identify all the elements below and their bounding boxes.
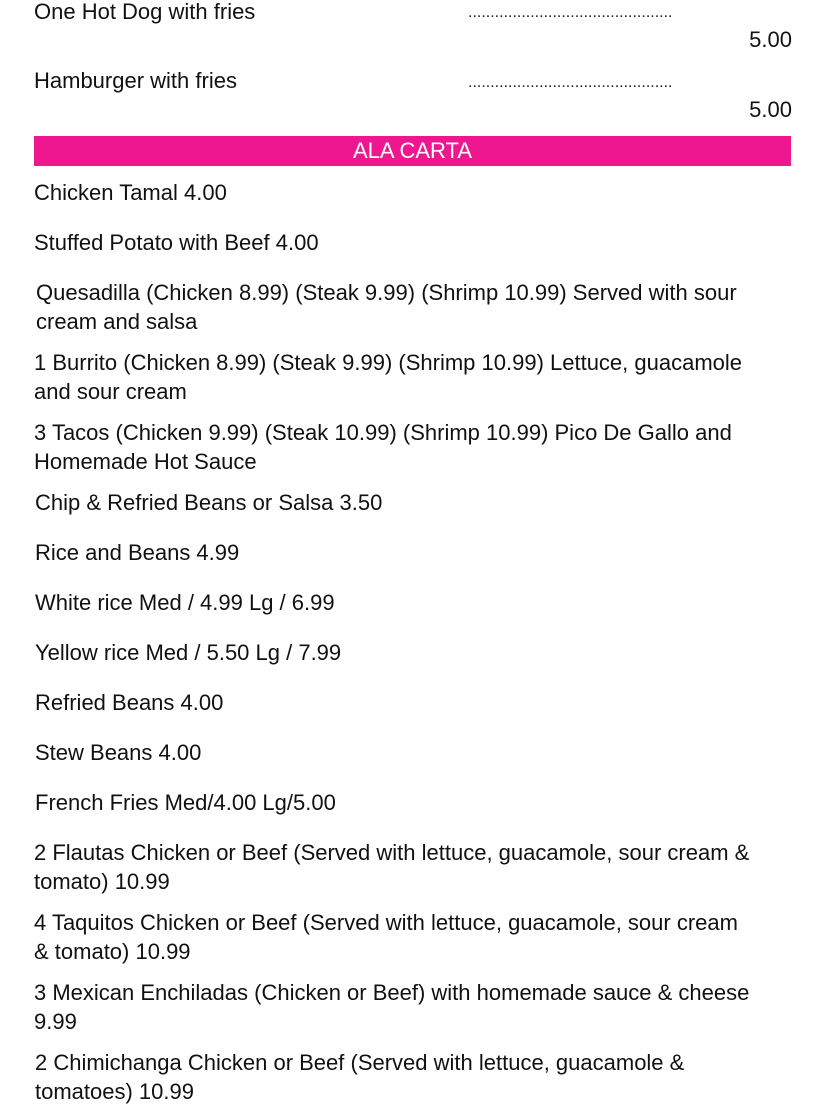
menu-item: Rice and Beans 4.99 <box>35 540 240 565</box>
menu-item: 2 Chimichanga Chicken or Beef (Served with lettuce, guacamole & tomatoes) 10.99 <box>35 1050 685 1104</box>
menu-item: Refried Beans 4.00 <box>35 690 224 715</box>
menu-item: Stew Beans 4.00 <box>35 740 202 765</box>
menu-item: 3 Tacos (Chicken 9.99) (Steak 10.99) (Shrimp 10.99) Pico De Gallo and Homemade Hot Sauce <box>34 420 732 474</box>
dot-leader: .............................................. <box>468 74 673 91</box>
menu-item-price: 5.00 <box>749 97 792 122</box>
menu-item: 1 Burrito (Chicken 8.99) (Steak 9.99) (Shrimp 10.99) Lettuce, guacamole and sour cream <box>34 350 743 404</box>
menu-item-price: 5.00 <box>749 27 792 52</box>
menu-item: 3 Mexican Enchiladas (Chicken or Beef) with homemade sauce & cheese 9.99 <box>34 980 750 1034</box>
menu-item-name: One Hot Dog with fries <box>34 0 256 24</box>
menu-item: French Fries Med/4.00 Lg/5.00 <box>35 790 336 815</box>
dot-leader: .............................................. <box>468 4 673 21</box>
menu-item: 4 Taquitos Chicken or Beef (Served with lettuce, guacamole, sour cream & tomato) 10.99 <box>34 910 738 964</box>
menu-item-name: Hamburger with fries <box>34 68 237 93</box>
menu-item: Chicken Tamal 4.00 <box>34 180 227 205</box>
menu-item: Quesadilla (Chicken 8.99) (Steak 9.99) (Shrimp 10.99) Served with sour cream and salsa <box>36 280 737 334</box>
menu-item: 2 Flautas Chicken or Beef (Served with lettuce, guacamole, sour cream & tomato) 10.99 <box>34 840 750 894</box>
section-banner: ALA CARTA <box>34 136 791 166</box>
menu-item: White rice Med / 4.99 Lg / 6.99 <box>35 590 335 615</box>
menu-item: Chip & Refried Beans or Salsa 3.50 <box>35 490 383 515</box>
menu-item: Yellow rice Med / 5.50 Lg / 7.99 <box>35 640 342 665</box>
menu-item: Stuffed Potato with Beef 4.00 <box>34 230 319 255</box>
